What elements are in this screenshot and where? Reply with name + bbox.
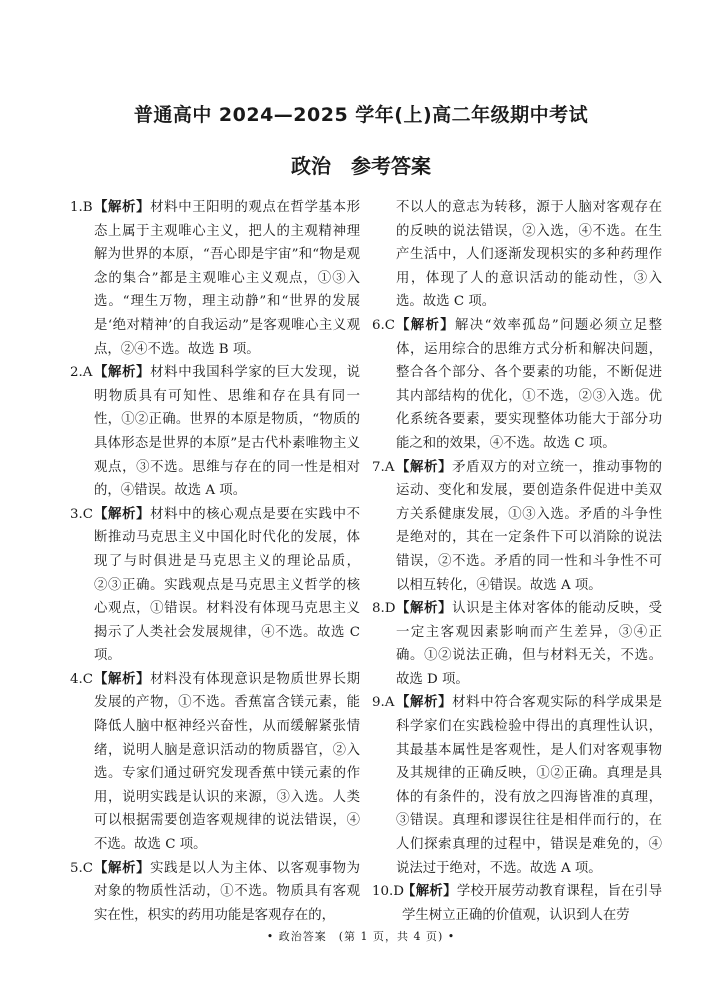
right-column (372, 196, 662, 927)
answer-item-3 (70, 503, 360, 668)
question-number: 5.C (70, 860, 94, 876)
question-number: 4.C (70, 671, 94, 687)
question-number: 7.A (372, 459, 395, 475)
answer-item-9 (372, 691, 662, 880)
analysis-tag: 【解析】 (402, 884, 457, 900)
answer-text: 材料中符合客观实际的科学成果是科学家们在实践检验中得出的真理性认识，其最基本属性是客观性，是人们对客观事物及其规律的正确反映，①②正确。真理是具体的有条件的，没有放之四海皆准的真理，③错误。真理和谬误往往是相伴而行的，在人们探索真理的过程中，错误是难免的，④说法过于绝对，不选。故选 A 项。 (396, 695, 663, 876)
analysis-tag: 【解析】 (94, 506, 151, 522)
analysis-tag: 【解析】 (396, 695, 453, 711)
analysis-tag: 【解析】 (396, 317, 456, 333)
analysis-tag: 【解析】 (94, 671, 151, 687)
answer-item-4 (70, 668, 360, 857)
answer-text: 材料没有体现意识是物质世界长期发展的产物，①不选。香蕉富含镁元素，能降低人脑中枢神经兴奋性，从而缓解紧张情绪，说明人脑是意识活动的物质器官，②入选。专家们通过研究发现香蕉中镁元素的作用，说明实践是认识的来源，③入选。人类可以根据需要创造客观规律的说法错误，④不选。故选 C 项。 (94, 671, 361, 853)
answer-item-1 (70, 196, 360, 361)
question-number: 1.B (70, 200, 93, 215)
left-column (70, 196, 360, 927)
question-number: 2.A (70, 365, 93, 381)
answer-item-8 (372, 597, 662, 691)
answer-item-5 (70, 857, 360, 928)
question-number: 10.D (372, 884, 405, 900)
question-number: 6.C (372, 317, 396, 333)
answer-text: 矛盾双方的对立统一，推动事物的运动、变化和发展，要创造条件促进中美双方关系健康发展，①③入选。矛盾的斗争性是绝对的，其在一定条件下可以消除的说法错误，②不选。矛盾的同一性和斗争性不可以相互转化，④错误。故选 A 项。 (396, 459, 663, 593)
answer-5-continuation: 不以人的意志为转移，源于人脑对客观存在的反映的说法错误，②入选，④不选。在生产生活中，人们逐渐发现枳实的多种药理作用，体现了人的意识活动的能动性，③入选。故选 C 项。 (396, 200, 662, 310)
answer-item-2 (70, 361, 360, 503)
answer-text: 认识是主体对客体的能动反映，受一定主客观因素影响而产生差异，③④正确。①②说法正确，但与材料无关，不选。故选 D 项。 (396, 601, 663, 687)
answer-text: 材料中的核心观点是要在实践中不断推动马克思主义中国化时代化的发展，体现了与时俱进是马克思主义的理论品质，②③正确。实践观点是马克思主义哲学的核心观点，①错误。材料没有体现马克思主义揭示了人类社会发展规律，④不选。故选 C 项。 (94, 506, 361, 664)
analysis-tag: 【解析】 (94, 860, 151, 876)
analysis-tag: 【解析】 (94, 365, 151, 381)
question-number: 8.D (372, 601, 396, 617)
answer-text: 解决“效率孤岛”问题必须立足整体，运用综合的思维方式分析和解决问题，整合各个部分、各个要素的功能，不断促进其内部结构的优化，①不选，②③入选。优化系统各要素，要实现整体功能大于部分功能之和的效果，④不选。故选 C 项。 (396, 317, 662, 451)
question-number: 3.C (70, 506, 94, 522)
answer-item-6 (372, 314, 662, 456)
analysis-tag: 【解析】 (94, 200, 151, 215)
page-footer: • 政治答案 (第 1 页，共 4 页) • (266, 930, 456, 943)
page-title: 普通高中 2024—2025 学年(上)高二年级期中考试 (133, 104, 589, 126)
question-number: 9.A (372, 695, 395, 711)
answer-text: 学校开展劳动教育课程，旨在引导学生树立正确的价值观，认识到人在劳 (402, 884, 663, 923)
answer-item-7 (372, 456, 662, 598)
answer-item-10 (372, 880, 662, 927)
analysis-tag: 【解析】 (396, 601, 453, 617)
page-subtitle: 政治 参考答案 (291, 154, 431, 178)
answer-text: 材料中王阳明的观点在哲学基本形态上属于主观唯心主义，把人的主观精神理解为世界的本原，“吾心即是宇宙”和“物是观念的集合”都是主观唯心主义观点，①③入选。“理生万物，理主动静”和“世界的发展是‘绝对精神’的自我运动”是客观唯心主义观点，②④不选。故选 B 项。 (94, 200, 361, 357)
answer-text: 实践是以人为主体、以客观事物为对象的物质性活动，①不选。物质具有客观实在性，枳实的药用功能是客观存在的， (94, 860, 361, 923)
analysis-tag: 【解析】 (396, 459, 453, 475)
answer-text: 材料中我国科学家的巨大发现，说明物质具有可知性、思维和存在具有同一性，①②正确。世界的本原是物质，“物质的具体形态是世界的本原”是古代朴素唯物主义观点，③不选。思维与存在的同一性是相对的，④错误。故选 A 项。 (94, 365, 361, 499)
